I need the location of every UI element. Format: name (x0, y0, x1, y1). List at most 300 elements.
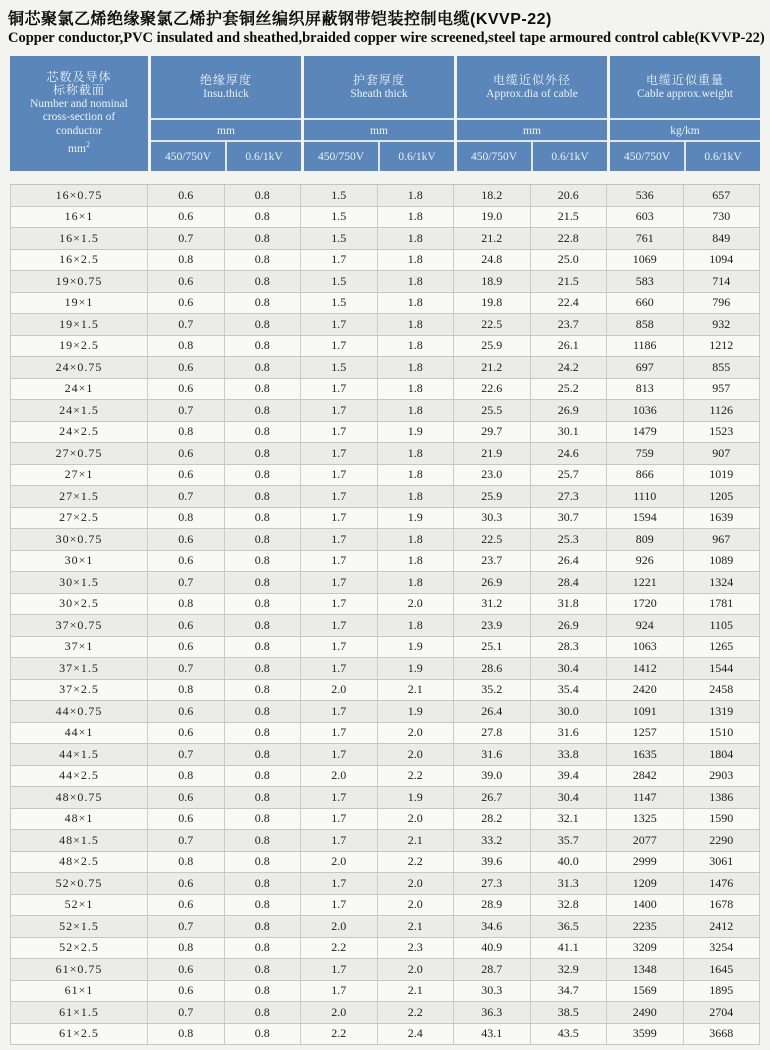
row-value: 0.6 (148, 615, 225, 636)
row-conductor-size: 44×2.5 (10, 766, 148, 787)
header-sheath-unit: mm (304, 120, 454, 142)
row-value: 0.8 (225, 895, 302, 916)
row-value: 25.9 (454, 486, 531, 507)
table-row (10, 658, 760, 680)
row-value: 0.6 (148, 809, 225, 830)
row-value: 22.5 (454, 529, 531, 550)
row-value: 0.8 (225, 615, 302, 636)
row-value: 603 (607, 207, 684, 228)
table-row (10, 572, 760, 594)
row-value: 1.7 (301, 314, 378, 335)
table-row (10, 895, 760, 917)
row-value: 28.7 (454, 959, 531, 980)
header-sheath-zh: 护套厚度 (352, 73, 405, 87)
row-value: 0.6 (148, 701, 225, 722)
row-value: 30.3 (454, 981, 531, 1002)
row-value: 1257 (607, 723, 684, 744)
row-value: 2290 (684, 830, 761, 851)
row-value: 33.2 (454, 830, 531, 851)
header-sheath-en: Sheath thick (350, 88, 408, 100)
table-row (10, 293, 760, 315)
row-value: 0.7 (148, 572, 225, 593)
row-conductor-size: 48×1.5 (10, 830, 148, 851)
row-conductor-size: 24×2.5 (10, 422, 148, 443)
row-value: 27.3 (454, 873, 531, 894)
row-conductor-size: 48×0.75 (10, 787, 148, 808)
header-conductor-en-line2: cross-section of (42, 111, 116, 124)
row-value: 1.8 (378, 185, 455, 206)
row-value: 1265 (684, 637, 761, 658)
header-diameter-450-750v: 450/750V (457, 142, 533, 171)
row-value: 0.6 (148, 787, 225, 808)
row-value: 0.8 (225, 701, 302, 722)
row-value: 0.7 (148, 830, 225, 851)
row-value: 0.8 (148, 250, 225, 271)
row-value: 0.8 (148, 336, 225, 357)
header-conductor-zh-line1: 芯数及导体 (46, 69, 112, 84)
header-insulation-en: Insu.thick (203, 88, 249, 100)
row-value: 30.4 (531, 787, 608, 808)
row-value: 0.8 (225, 228, 302, 249)
row-value: 0.6 (148, 723, 225, 744)
row-value: 1412 (607, 658, 684, 679)
row-conductor-size: 27×2.5 (10, 508, 148, 529)
row-value: 2903 (684, 766, 761, 787)
row-conductor-size: 19×1 (10, 293, 148, 314)
row-value: 1476 (684, 873, 761, 894)
row-value: 2235 (607, 916, 684, 937)
table-row (10, 701, 760, 723)
row-value: 0.8 (148, 1024, 225, 1045)
row-value: 2842 (607, 766, 684, 787)
row-value: 2.0 (301, 916, 378, 937)
row-value: 1.9 (378, 508, 455, 529)
row-value: 1019 (684, 465, 761, 486)
header-sheath-06-1kv: 0.6/1kV (398, 150, 436, 163)
row-conductor-size: 48×1 (10, 809, 148, 830)
table-row (10, 250, 760, 272)
row-value: 33.8 (531, 744, 608, 765)
row-value: 855 (684, 357, 761, 378)
row-value: 23.7 (454, 551, 531, 572)
row-value: 1186 (607, 336, 684, 357)
row-value: 2412 (684, 916, 761, 937)
row-value: 1.7 (301, 508, 378, 529)
row-value: 0.6 (148, 895, 225, 916)
row-value: 0.8 (148, 508, 225, 529)
row-value: 26.7 (454, 787, 531, 808)
row-value: 26.9 (531, 400, 608, 421)
row-value: 25.2 (531, 379, 608, 400)
row-value: 22.4 (531, 293, 608, 314)
page-title-chinese: 铜芯聚氯乙烯绝缘聚氯乙烯护套铜丝编织屏蔽钢带铠装控制电缆(KVVP-22) (8, 11, 552, 28)
row-value: 1.7 (301, 572, 378, 593)
row-value: 40.0 (531, 852, 608, 873)
row-value: 1.7 (301, 336, 378, 357)
row-value: 1400 (607, 895, 684, 916)
row-value: 0.6 (148, 357, 225, 378)
row-value: 0.8 (225, 379, 302, 400)
row-value: 1510 (684, 723, 761, 744)
row-conductor-size: 48×2.5 (10, 852, 148, 873)
row-value: 1.7 (301, 895, 378, 916)
row-conductor-size: 30×1.5 (10, 572, 148, 593)
row-value: 1212 (684, 336, 761, 357)
row-value: 1.5 (301, 271, 378, 292)
row-value: 1.8 (378, 572, 455, 593)
table-row (10, 852, 760, 874)
row-value: 1319 (684, 701, 761, 722)
row-value: 1.9 (378, 787, 455, 808)
row-value: 3209 (607, 938, 684, 959)
row-value: 0.6 (148, 379, 225, 400)
row-value: 1.8 (378, 443, 455, 464)
row-value: 1.9 (378, 658, 455, 679)
row-value: 29.7 (454, 422, 531, 443)
row-value: 1.7 (301, 658, 378, 679)
header-insulation-450-750v: 450/750V (151, 142, 227, 171)
row-value: 21.2 (454, 357, 531, 378)
row-value: 23.0 (454, 465, 531, 486)
table-row (10, 873, 760, 895)
row-conductor-size: 19×0.75 (10, 271, 148, 292)
row-value: 0.7 (148, 916, 225, 937)
row-value: 0.6 (148, 465, 225, 486)
row-value: 26.9 (531, 615, 608, 636)
row-value: 3599 (607, 1024, 684, 1045)
row-value: 0.6 (148, 185, 225, 206)
row-value: 866 (607, 465, 684, 486)
row-value: 849 (684, 228, 761, 249)
table-row (10, 228, 760, 250)
row-value: 1126 (684, 400, 761, 421)
row-value: 0.8 (225, 551, 302, 572)
row-value: 0.8 (225, 873, 302, 894)
row-value: 1569 (607, 981, 684, 1002)
row-value: 1.7 (301, 615, 378, 636)
table-row (10, 465, 760, 487)
row-value: 1.8 (378, 357, 455, 378)
table-row (10, 723, 760, 745)
row-value: 26.1 (531, 336, 608, 357)
row-conductor-size: 37×2.5 (10, 680, 148, 701)
row-value: 1.8 (378, 228, 455, 249)
table-row (10, 529, 760, 551)
row-value: 39.4 (531, 766, 608, 787)
row-value: 27.8 (454, 723, 531, 744)
row-value: 697 (607, 357, 684, 378)
row-value: 1590 (684, 809, 761, 830)
row-value: 3668 (684, 1024, 761, 1045)
row-value: 813 (607, 379, 684, 400)
header-conductor-zh-line2: 标称截面 (52, 83, 105, 98)
row-value: 2704 (684, 1002, 761, 1023)
row-value: 30.1 (531, 422, 608, 443)
row-value: 35.2 (454, 680, 531, 701)
row-value: 24.8 (454, 250, 531, 271)
row-value: 26.4 (531, 551, 608, 572)
row-value: 0.8 (225, 508, 302, 529)
row-value: 1094 (684, 250, 761, 271)
row-value: 0.8 (225, 422, 302, 443)
row-value: 657 (684, 185, 761, 206)
row-value: 31.8 (531, 594, 608, 615)
header-sheath-450-750v: 450/750V (304, 142, 380, 171)
row-conductor-size: 37×0.75 (10, 615, 148, 636)
row-value: 2.3 (378, 938, 455, 959)
row-value: 1.7 (301, 637, 378, 658)
row-value: 0.6 (148, 981, 225, 1002)
row-value: 1.8 (378, 250, 455, 271)
row-value: 1479 (607, 422, 684, 443)
row-value: 1091 (607, 701, 684, 722)
row-value: 28.6 (454, 658, 531, 679)
row-value: 22.8 (531, 228, 608, 249)
row-value: 0.6 (148, 271, 225, 292)
row-value: 2.1 (378, 981, 455, 1002)
table-row (10, 551, 760, 573)
row-value: 43.1 (454, 1024, 531, 1045)
row-value: 1089 (684, 551, 761, 572)
row-value: 1.7 (301, 723, 378, 744)
row-value: 0.8 (225, 916, 302, 937)
row-value: 21.5 (531, 207, 608, 228)
row-value: 26.9 (454, 572, 531, 593)
row-value: 1.7 (301, 787, 378, 808)
row-value: 536 (607, 185, 684, 206)
row-value: 0.8 (225, 830, 302, 851)
row-value: 0.6 (148, 207, 225, 228)
row-conductor-size: 16×1 (10, 207, 148, 228)
row-value: 19.0 (454, 207, 531, 228)
row-value: 0.8 (225, 529, 302, 550)
row-conductor-size: 37×1 (10, 637, 148, 658)
row-value: 30.3 (454, 508, 531, 529)
row-value: 31.6 (454, 744, 531, 765)
row-value: 0.8 (225, 809, 302, 830)
row-value: 2.2 (378, 1002, 455, 1023)
table-row (10, 787, 760, 809)
row-value: 31.6 (531, 723, 608, 744)
table-row (10, 379, 760, 401)
header-group-sheath (304, 56, 454, 171)
row-value: 2458 (684, 680, 761, 701)
row-conductor-size: 19×2.5 (10, 336, 148, 357)
row-conductor-size: 61×1.5 (10, 1002, 148, 1023)
row-value: 23.9 (454, 615, 531, 636)
row-value: 1.7 (301, 400, 378, 421)
row-value: 0.8 (225, 658, 302, 679)
row-conductor-size: 52×2.5 (10, 938, 148, 959)
row-value: 27.3 (531, 486, 608, 507)
row-value: 28.3 (531, 637, 608, 658)
row-value: 38.5 (531, 1002, 608, 1023)
row-value: 0.8 (225, 400, 302, 421)
row-value: 2.0 (301, 680, 378, 701)
row-value: 0.8 (225, 185, 302, 206)
row-value: 28.4 (531, 572, 608, 593)
row-value: 22.6 (454, 379, 531, 400)
row-value: 0.8 (225, 594, 302, 615)
header-diameter-unit: mm (457, 120, 607, 142)
row-value: 24.2 (531, 357, 608, 378)
row-value: 25.3 (531, 529, 608, 550)
row-value: 730 (684, 207, 761, 228)
row-value: 1804 (684, 744, 761, 765)
row-value: 1.7 (301, 744, 378, 765)
row-value: 583 (607, 271, 684, 292)
row-value: 1221 (607, 572, 684, 593)
row-value: 0.8 (225, 680, 302, 701)
row-conductor-size: 37×1.5 (10, 658, 148, 679)
row-value: 18.2 (454, 185, 531, 206)
row-conductor-size: 27×1.5 (10, 486, 148, 507)
row-value: 2.1 (378, 680, 455, 701)
row-value: 1348 (607, 959, 684, 980)
row-value: 660 (607, 293, 684, 314)
header-conductor-en-line1: Number and nominal (30, 97, 128, 110)
row-value: 2.2 (378, 852, 455, 873)
row-value: 1110 (607, 486, 684, 507)
row-value: 1639 (684, 508, 761, 529)
row-value: 0.7 (148, 658, 225, 679)
header-insulation-unit: mm (151, 120, 301, 142)
row-value: 2.2 (301, 1024, 378, 1045)
row-value: 1523 (684, 422, 761, 443)
row-value: 0.7 (148, 744, 225, 765)
row-value: 0.8 (148, 422, 225, 443)
row-value: 23.7 (531, 314, 608, 335)
row-value: 0.8 (148, 852, 225, 873)
row-conductor-size: 27×0.75 (10, 443, 148, 464)
row-value: 0.8 (225, 293, 302, 314)
row-value: 0.6 (148, 529, 225, 550)
row-value: 0.8 (225, 766, 302, 787)
row-value: 24.6 (531, 443, 608, 464)
row-value: 22.5 (454, 314, 531, 335)
row-value: 1.9 (378, 701, 455, 722)
header-insulation-06-1kv: 0.6/1kV (245, 150, 283, 163)
row-value: 759 (607, 443, 684, 464)
row-value: 34.6 (454, 916, 531, 937)
row-value: 28.9 (454, 895, 531, 916)
row-value: 35.7 (531, 830, 608, 851)
row-value: 2.2 (301, 938, 378, 959)
row-value: 40.9 (454, 938, 531, 959)
row-value: 0.8 (148, 594, 225, 615)
table-row (10, 809, 760, 831)
row-value: 41.1 (531, 938, 608, 959)
table-row (10, 916, 760, 938)
row-value: 2.0 (378, 594, 455, 615)
row-value: 0.8 (225, 981, 302, 1002)
header-group-insulation (151, 56, 301, 171)
row-value: 2.0 (378, 723, 455, 744)
row-value: 25.0 (531, 250, 608, 271)
row-value: 1.7 (301, 594, 378, 615)
row-conductor-size: 24×0.75 (10, 357, 148, 378)
row-value: 0.8 (225, 207, 302, 228)
row-conductor-size: 44×1.5 (10, 744, 148, 765)
row-value: 19.8 (454, 293, 531, 314)
row-value: 0.6 (148, 959, 225, 980)
row-value: 1635 (607, 744, 684, 765)
row-value: 0.8 (225, 637, 302, 658)
row-value: 1594 (607, 508, 684, 529)
row-value: 0.7 (148, 228, 225, 249)
table-row (10, 594, 760, 616)
row-value: 1781 (684, 594, 761, 615)
table-row (10, 443, 760, 465)
header-weight-06-1kv: 0.6/1kV (704, 150, 742, 163)
row-value: 1.7 (301, 959, 378, 980)
row-value: 32.1 (531, 809, 608, 830)
row-conductor-size: 61×0.75 (10, 959, 148, 980)
row-conductor-size: 19×1.5 (10, 314, 148, 335)
table-row (10, 1024, 760, 1046)
row-value: 1678 (684, 895, 761, 916)
row-value: 2490 (607, 1002, 684, 1023)
row-value: 0.7 (148, 314, 225, 335)
row-value: 0.6 (148, 293, 225, 314)
row-value: 1.8 (378, 615, 455, 636)
row-conductor-size: 24×1 (10, 379, 148, 400)
row-value: 1.8 (378, 207, 455, 228)
row-value: 967 (684, 529, 761, 550)
table-row (10, 938, 760, 960)
row-value: 932 (684, 314, 761, 335)
header-conductor-unit: $mm^2$ (68, 140, 90, 155)
table-row (10, 357, 760, 379)
table-row (10, 336, 760, 358)
row-value: 36.5 (531, 916, 608, 937)
row-value: 32.9 (531, 959, 608, 980)
row-value: 1895 (684, 981, 761, 1002)
row-value: 25.1 (454, 637, 531, 658)
header-group-diameter (457, 56, 607, 171)
row-value: 0.8 (225, 465, 302, 486)
header-conductor-en-line3: conductor (56, 124, 102, 137)
row-conductor-size: 52×1.5 (10, 916, 148, 937)
row-conductor-size: 16×1.5 (10, 228, 148, 249)
row-value: 0.8 (225, 336, 302, 357)
table-row (10, 744, 760, 766)
row-value: 2.0 (378, 809, 455, 830)
table-row (10, 1002, 760, 1024)
row-conductor-size: 16×0.75 (10, 185, 148, 206)
table-row (10, 185, 760, 207)
row-value: 1.8 (378, 271, 455, 292)
row-value: 1720 (607, 594, 684, 615)
row-value: 30.4 (531, 658, 608, 679)
row-value: 1105 (684, 615, 761, 636)
table-row (10, 486, 760, 508)
row-value: 0.8 (148, 938, 225, 959)
row-value: 20.6 (531, 185, 608, 206)
table-header (10, 56, 760, 171)
row-value: 1.9 (378, 422, 455, 443)
row-value: 1.7 (301, 981, 378, 1002)
row-value: 0.8 (148, 680, 225, 701)
header-weight-en: Cable approx.weight (637, 88, 733, 100)
row-conductor-size: 61×1 (10, 981, 148, 1002)
row-value: 39.6 (454, 852, 531, 873)
row-value: 1.7 (301, 250, 378, 271)
table-row (10, 314, 760, 336)
row-value: 1036 (607, 400, 684, 421)
header-weight-450-750v: 450/750V (610, 142, 686, 171)
table-row (10, 830, 760, 852)
